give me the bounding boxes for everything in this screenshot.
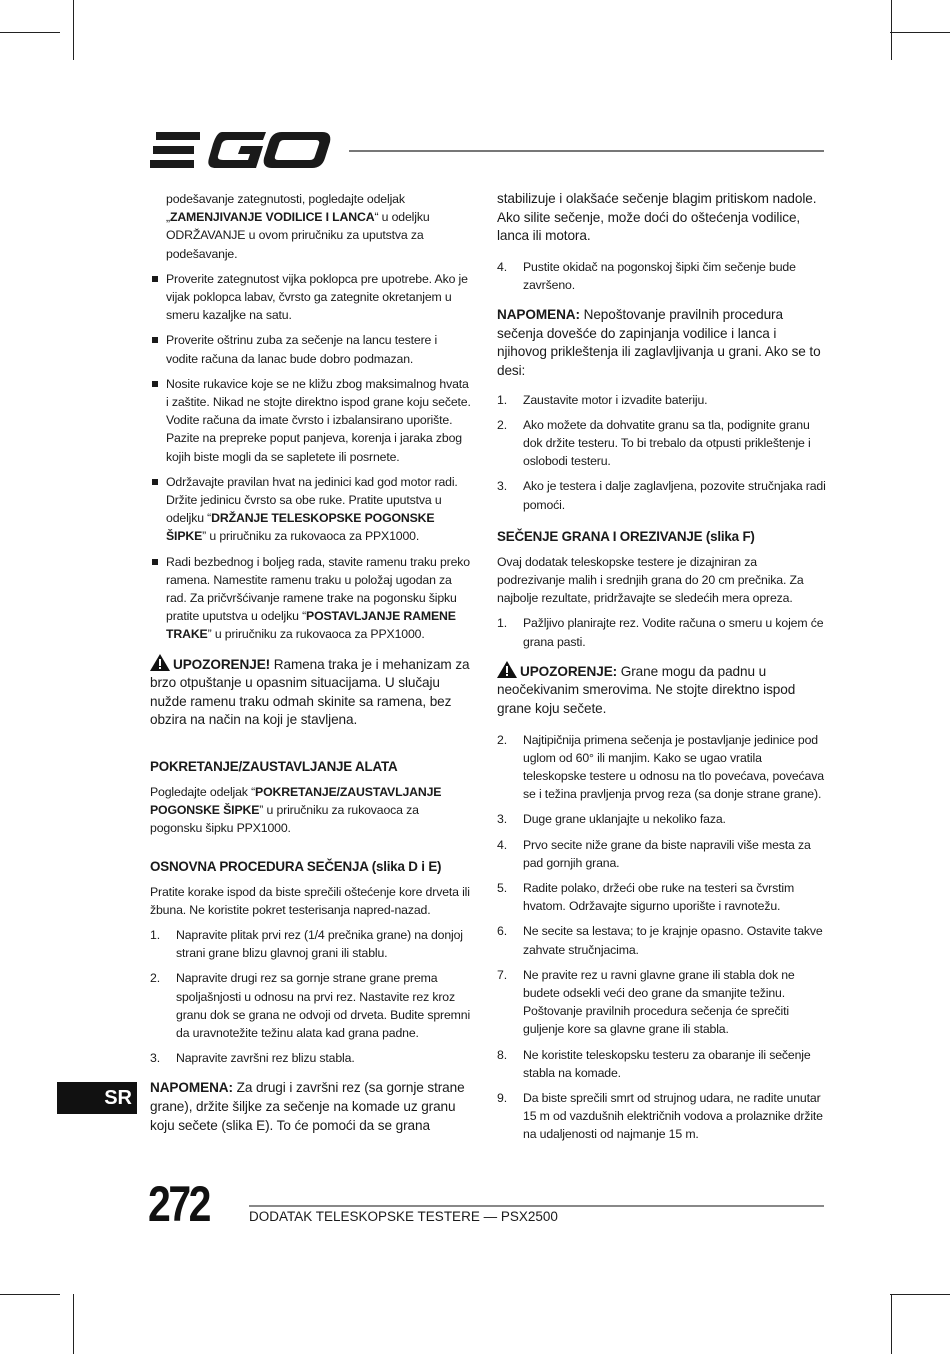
crop-mark <box>0 32 60 33</box>
list-item: Proverite zategnutost vijka poklopca pre upotrebe. Ako je vijak poklopca labav, čvrsto ga zategnite okretanjem u smeru kazaljke na satu. <box>150 270 472 325</box>
bullet-square-icon <box>152 559 158 565</box>
list-item: Radi bezbednog i boljeg rada, stavite ramenu traku preko ramena. Namestite ramenu traku u položaj ugodan za rad. Za pričvršćivanje ramene trake na pogonsku šipku pratite uputstva u odeljku “POSTAVLJANJE RAMENE TRAKE” u priručniku za rukovaoca za PPX1000. <box>150 553 472 644</box>
list-item: 2. Najtipičnija primena sečenja je postavljanje jedinice pod uglom od 60° ili manjim. Kako se ugao vratila teleskopske testere u odnosu na tlo povećava, povećava se i težina pravljenja prvog reza (sa donje strane grane). <box>497 732 824 802</box>
list-item: 1. Pažljivo planirajte rez. Vodite računa o smeru u kojem će grana pasti. <box>497 616 824 649</box>
header-rule <box>349 150 824 152</box>
language-tab: SR <box>57 1082 137 1114</box>
bullet-square-icon <box>152 276 158 282</box>
list-item: 6. Ne secite sa lestava; to je krajnje opasno. Ostavite takve zahvate stručnjacima. <box>497 924 823 957</box>
list-item: 1. Napravite plitak prvi rez (1/4 prečnika grane) na donjoj strani grane blizu glavnoj grani ili stablu. <box>150 928 463 961</box>
list-item: 4. Pustite okidač na pogonskoj šipki čim sečenje bude završeno. <box>497 259 796 292</box>
section-paragraph: Ovaj dodatak teleskopske testere je dizajniran za podrezivanje malih i srednjih grana do 20 cm prečnika. Za najbolje rezultate, pridržavajte se sledećih mera opreza. <box>497 554 804 606</box>
list-item: 3. Napravite završni rez blizu stabla. <box>150 1051 355 1066</box>
crop-mark <box>890 1294 950 1295</box>
falling-branch-warning: UPOZORENJE: Grane mogu da padnu u neočekivanim smerovima. Ne stojte direktno ispod grane koju sečete. <box>497 661 827 719</box>
list-item: Proverite oštrinu zuba za sečenje na lancu testere i vodite računa da lanac bude dobro podmazan. <box>150 331 472 367</box>
warning-triangle-icon <box>150 654 170 671</box>
pruning-step-1 <box>497 614 827 650</box>
list-item: 9. Da biste sprečili smrt od strujnog udara, ne radite unutar 15 m od vazdušnih električnih vodova a prolaznike držite na udaljenosti od najmanje 15 m. <box>497 1091 823 1142</box>
list-item: 7. Ne pravite rez u ravni glavne grane ili stabla dok ne budete odsekli veći deo grane da smanjite težinu. Poštovanje pravilnih procedura sečenja će sprečiti guljenje kore sa glavne grane ili stabla. <box>497 967 795 1037</box>
note-paragraph: NAPOMENA: Za drugi i završni rez (sa gornje strane grane), držite šiljke za sečenje na komade uz granu koju sečete (slika E). To će pomoći da se grana <box>150 1080 465 1133</box>
right-column <box>497 190 827 1151</box>
list-item: 2. Napravite drugi rez sa gornje strane grane prema spoljašnjosti u odnosu na prvi rez. Nastavite rez kroz granu dok se grana ne odvoji od drveta. Budite spremni da uravnotežite težinu alata kad grana padne. <box>150 971 471 1041</box>
section-paragraph: Pratite korake ispod da biste sprečili oštećenje kore drveta ili žbuna. Ne koristite pokret testerisanja napred-nazad. <box>150 884 470 917</box>
list-item: Nosite rukavice koje se ne kližu zbog maksimalnog hvata i zaštite. Nikad ne stojte direktno ispod grane koju sečete. Vodite računa da imate čvrsto i izbalansirano uporište. Pazite na prepreke poput panjeva, korenja i jaraka zbog kojih biste mogli da se sapletete ili posrnete. <box>150 375 472 466</box>
shoulder-strap-warning: UPOZORENJE! Ramena traka je i mehanizam za brzo otpuštanje u opasnim situacijama. U slučaju nužde ramenu traku odmah skinite sa ramena, bez obzira na način na koji je stavljena. <box>150 654 472 730</box>
page-number: 272 <box>148 1176 210 1232</box>
list-item: 1. Zaustavite motor i izvadite bateriju. <box>497 392 708 407</box>
intro-paragraph: podešavanje zategnutosti, pogledajte odeljak „ZAMENJIVANJE VODILICE I LANCA“ u odeljku ODRŽAVANJE u ovom priručniku za uputstva za podešavanje. <box>166 192 430 261</box>
list-item: Održavajte pravilan hvat na jedinici kad god motor radi. Držite jedinicu čvrsto sa obe ruke. Pratite uputstva u odeljku “DRŽANJE TELESKOPSKE POGONSKE ŠIPKE” u priručniku za rukovaoca za PPX1000. <box>150 473 472 546</box>
crop-mark <box>891 0 892 60</box>
list-item: 3. Ako je testera i dalje zaglavljena, pozovite stručnjaka radi pomoći. <box>497 479 826 512</box>
list-item: 5. Radite polako, držeći obe ruke na testeri sa čvrstim hvatom. Održavajte sigurno uporište i ravnotežu. <box>497 881 795 914</box>
list-item: 8. Ne koristite teleskopsku testeru za obaranje ili sečenje stabla na komade. <box>497 1047 811 1080</box>
list-item: 4. Prvo secite niže grane da biste napravili više mesta za pad gornjih grana. <box>497 837 811 870</box>
bullet-square-icon <box>152 337 158 343</box>
crop-mark <box>890 32 950 33</box>
stuck-steps-list <box>497 391 827 514</box>
ego-logo <box>150 130 332 170</box>
pruning-steps-list <box>497 731 827 1144</box>
crop-mark <box>73 1294 74 1354</box>
footer-title: DODATAK TELESKOPSKE TESTERE — PSX2500 <box>249 1209 558 1224</box>
crop-mark <box>891 1294 892 1354</box>
crop-mark <box>0 1294 60 1295</box>
warning-triangle-icon <box>497 661 517 678</box>
left-column <box>150 190 472 1135</box>
section-paragraph: Pogledajte odeljak “POKRETANJE/ZAUSTAVLJANJE POGONSKE ŠIPKE” u priručniku za rukovaoca za pogonsku šipku PPX1000. <box>150 785 442 836</box>
step-list <box>497 258 827 294</box>
bullet-square-icon <box>152 381 158 387</box>
bullet-square-icon <box>152 479 158 485</box>
precaution-list <box>150 270 472 644</box>
list-item: 2. Ako možete da dohvatite granu sa tla, podignite granu dok držite testeru. To bi trebalo da otpusti prikleštenje i oslobodi testeru. <box>497 417 811 469</box>
section-heading: OSNOVNA PROCEDURA SEČENJA (slika D i E) <box>150 858 442 874</box>
continuation-paragraph: stabilizuje i olakšaće sečenje blagim pritiskom nadole. Ako silite sečenje, može doći do oštećenja vodilice, lanca ili motora. <box>497 191 817 244</box>
note-paragraph: NAPOMENA: Nepoštovanje pravilnih procedura sečenja dovešće do zapinjanja vodilice i lanca i njihovog prikleštenja ili zaglavljivanja u grani. Ako se to desi: <box>497 307 821 378</box>
crop-mark <box>73 0 74 60</box>
cutting-steps-list <box>150 926 472 1067</box>
section-heading: SEČENJE GRANA I OREZIVANJE (slika F) <box>497 528 755 544</box>
footer-rule <box>249 1205 824 1207</box>
list-item: 3. Duge grane uklanjajte u nekoliko faza. <box>497 812 726 827</box>
section-heading: POKRETANJE/ZAUSTAVLJANJE ALATA <box>150 759 398 775</box>
